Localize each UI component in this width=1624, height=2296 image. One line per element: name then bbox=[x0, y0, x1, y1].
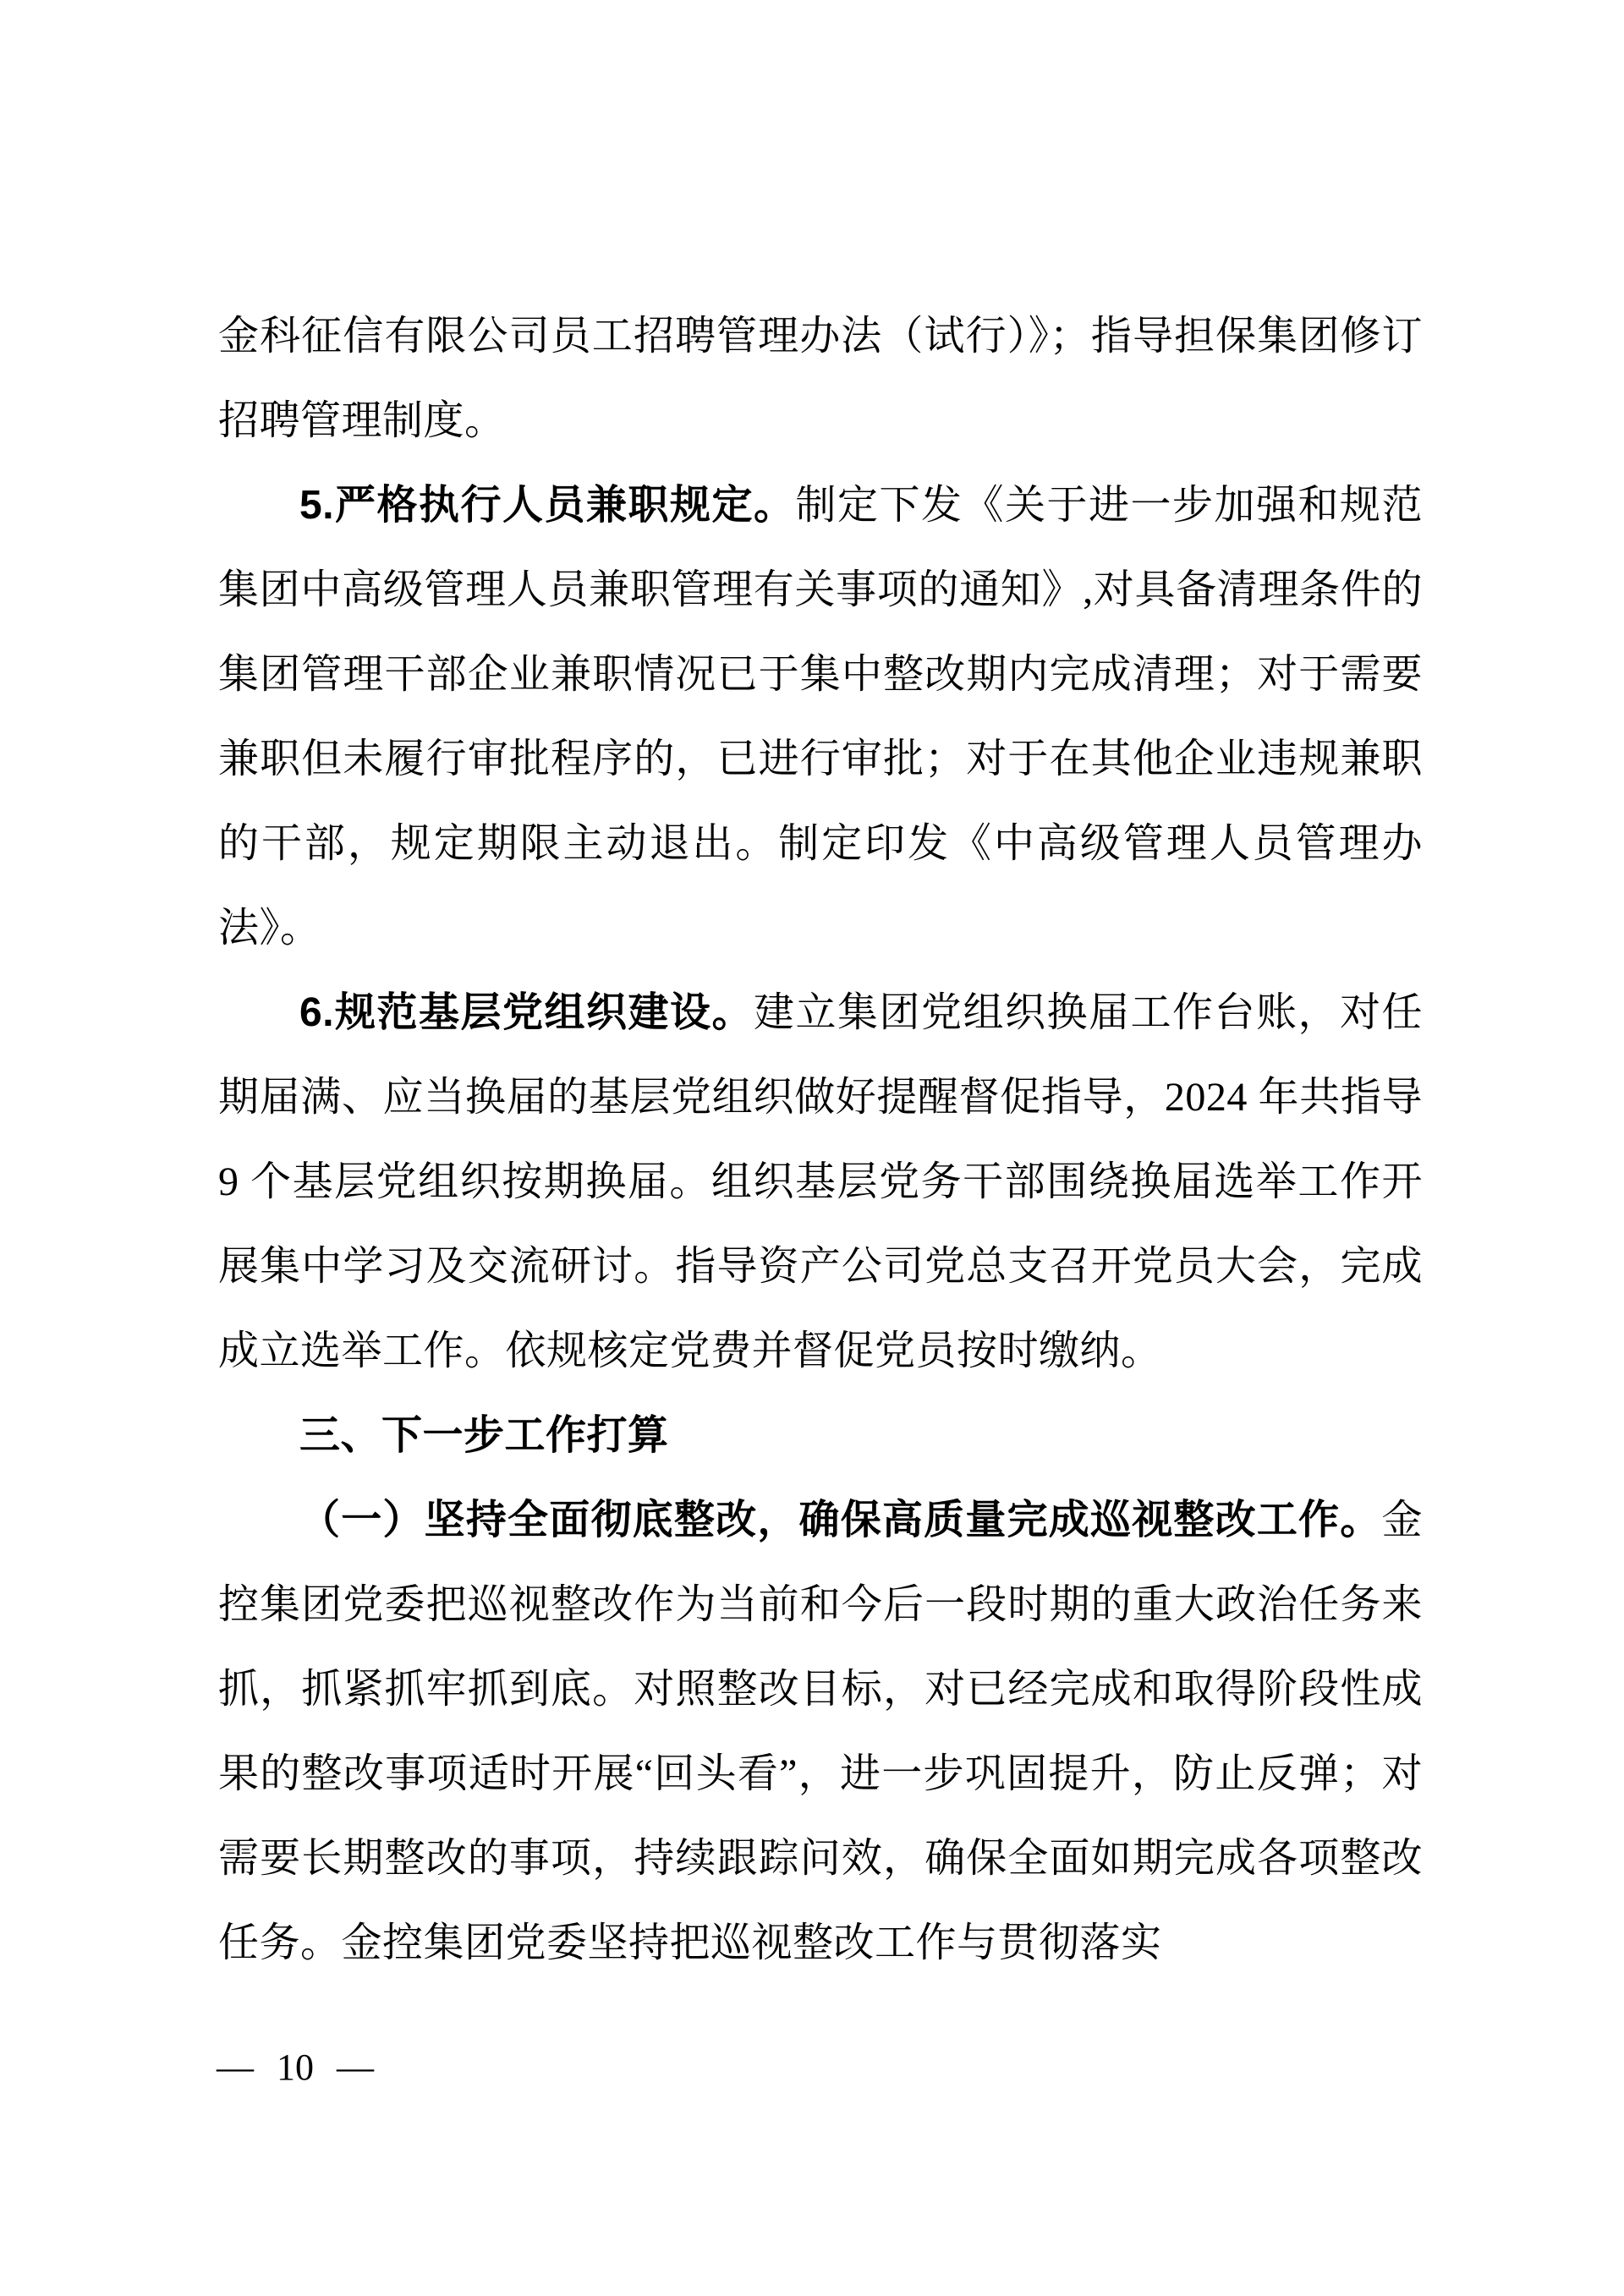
paragraph bbox=[218, 294, 1423, 463]
paragraph-lead: 5.严格执行人员兼职规定。 bbox=[299, 483, 796, 528]
paragraph-lead: （一）坚持全面彻底整改，确保高质量完成巡视整改工作。 bbox=[299, 1498, 1382, 1543]
heading-text: 三、下一步工作打算 bbox=[299, 1413, 669, 1458]
page-number: — 10 — bbox=[217, 2047, 374, 2088]
paragraph bbox=[218, 463, 1423, 971]
paragraph bbox=[218, 1478, 1423, 1986]
paragraph-text: 建立集团党组织换届工作台账，对任期届满、应当换届的基层党组织做好提醒督促指导，2024 年共指导 9 个基层党组织按期换届。组织基层党务干部围绕换届选举工作开展集中学习及交流研讨。指导资产公司党总支召开党员大会，完成成立选举工作。依规核定党费并督促党员按时缴纳。 bbox=[218, 990, 1423, 1373]
section-heading bbox=[218, 1394, 1423, 1478]
paragraph-lead: 6.规范基层党组织建设。 bbox=[299, 990, 754, 1035]
paragraph bbox=[218, 971, 1423, 1394]
document-body bbox=[218, 294, 1423, 1986]
paragraph-text: 金控集团党委把巡视整改作为当前和今后一段时期的重大政治任务来抓，抓紧抓牢抓到底。对照整改目标，对已经完成和取得阶段性成果的整改事项适时开展“回头看”，进一步巩固提升，防止反弹；对需要长期整改的事项，持续跟踪问效，确保全面如期完成各项整改任务。金控集团党委坚持把巡视整改工作与贯彻落实 bbox=[218, 1498, 1423, 1965]
paragraph-text: 制定下发《关于进一步加强和规范集团中高级管理人员兼职管理有关事项的通知》,对具备清理条件的集团管理干部企业兼职情况已于集中整改期内完成清理；对于需要兼职但未履行审批程序的，已进行审批；对于在其他企业违规兼职的干部，规定期限主动退出。制定印发《中高级管理人员管理办法》。 bbox=[218, 483, 1423, 951]
paragraph-text: 金科征信有限公司员工招聘管理办法（试行）》；指导担保集团修订招聘管理制度。 bbox=[218, 314, 1423, 443]
